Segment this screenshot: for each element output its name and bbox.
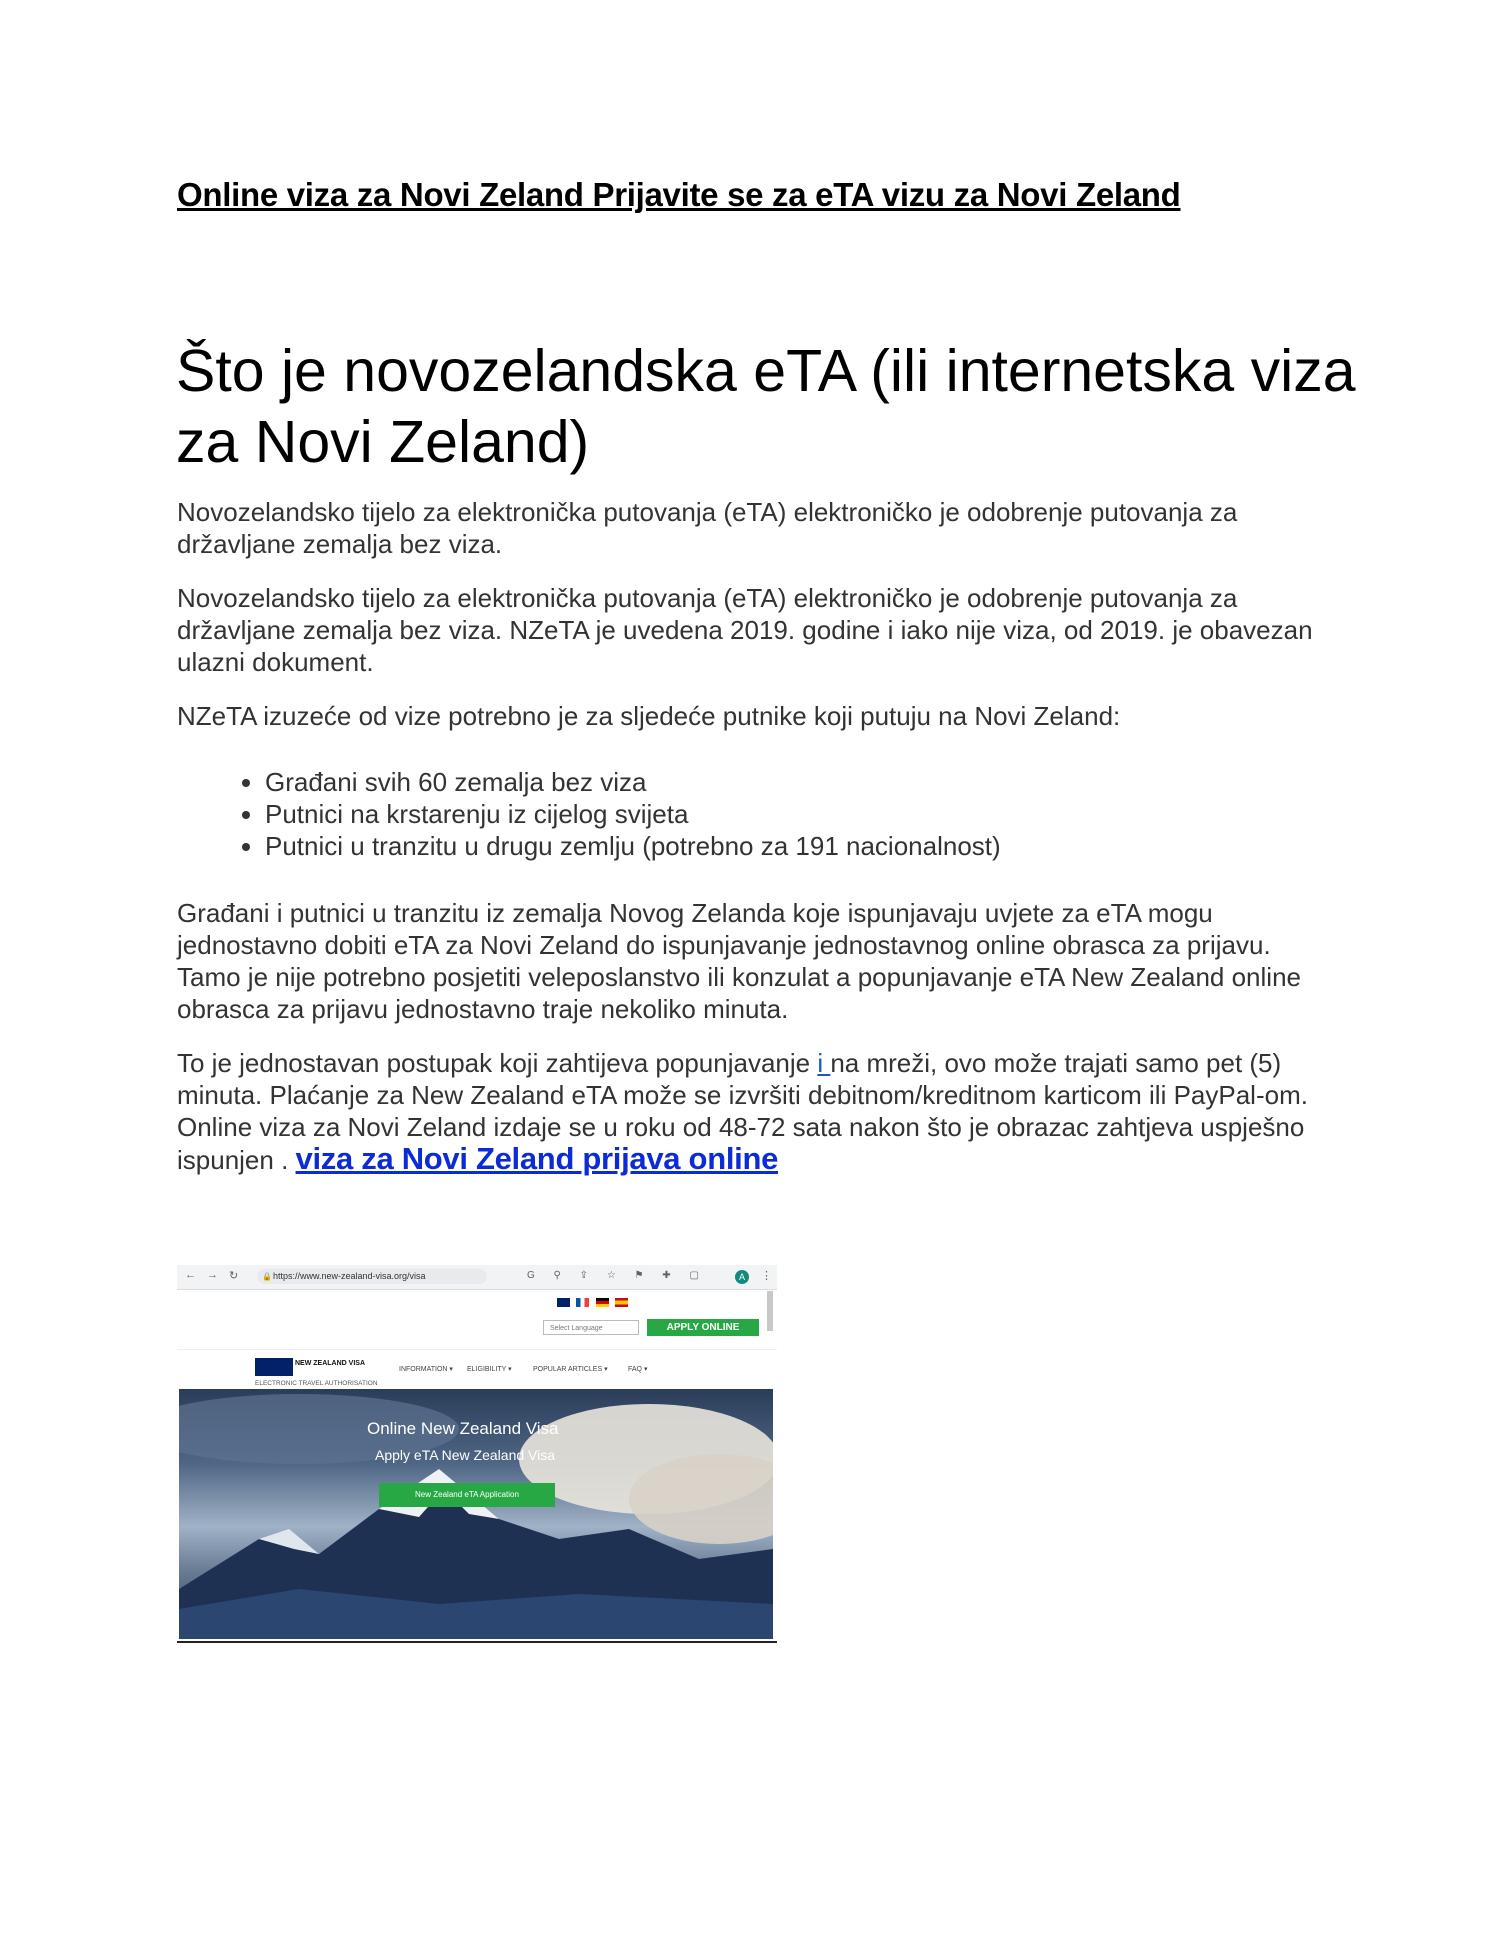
nav-item: INFORMATION ▾ [399,1366,453,1373]
paragraph-5-text-a: To je jednostavan postupak koji zahtijeva popunjavanje [177,1048,818,1078]
application-button: New Zealand eTA Application [379,1483,555,1507]
url-text: https://www.new-zealand-visa.org/visa [273,1271,426,1281]
list-item: • Putnici na krstarenju iz cijelog svijeta [265,798,1337,830]
paragraph-5 [177,1047,1337,1176]
browser-extension-icons: G ⚲ ⇪ ☆ ⚑ ✚ ▢ [527,1270,707,1281]
uk-flag-icon [557,1298,570,1307]
website-screenshot [177,1265,777,1639]
reload-icon: ↻ [229,1270,239,1282]
avatar: A [735,1270,749,1284]
brand-subtitle: ELECTRONIC TRAVEL AUTHORISATION [255,1380,378,1387]
spain-flag-icon [615,1298,628,1307]
figure-underline [177,1641,777,1643]
back-arrow-icon: ← [185,1269,196,1281]
paragraph-5-text-b: na mreži, ovo može trajati samo pet (5) minuta. Plaćanje za New Zealand eTA može se izvršiti debitnom/kreditnom karticom ili PayPal-om. Online viza za Novi Zeland izdaje se u roku od 48-72 sata nakon što je obrazac zahtjeva uspješno ispunjen . [177,1048,1308,1175]
browser-toolbar [177,1265,777,1290]
hero-title: Online New Zealand Visa [367,1419,559,1438]
forward-arrow-icon: → [207,1269,218,1281]
language-select: Select Language [543,1320,639,1335]
site-navigation [177,1349,777,1390]
brand-name: NEW ZEALAND VISA [295,1360,365,1367]
paragraph-1: Novozelandsko tijelo za elektronička putovanja (eTA) elektroničko je odobrenje putovanja za državljane zemalja bez viza. [177,497,1238,559]
lock-icon: 🔒 [262,1272,272,1281]
inline-link[interactable]: i [817,1048,831,1078]
hero-subtitle: Apply eTA New Zealand Visa [375,1447,556,1463]
nav-item: POPULAR ARTICLES ▾ [533,1366,608,1373]
traveller-list [177,766,1337,862]
article-body [177,496,1337,1198]
paragraph-4: Građani i putnici u tranzitu iz zemalja Novog Zelanda koje ispunjavaju uvjete za eTA mogu jednostavno dobiti eTA za Novi Zeland do ispunjavanje jednostavnog online obrasca za prijavu. Tamo je nije potrebno posjetiti veleposlanstvo ili konzulat a popunjavanje eTA New Zealand online obrasca za prijavu jednostavno traje nekoliko minuta. [177,898,1301,1024]
page-title: Online viza za Novi Zeland Prijavite se za eTA vizu za Novi Zeland [177,176,1181,213]
apply-online-button: APPLY ONLINE [647,1319,759,1336]
scrollbar [767,1291,773,1331]
language-flags [557,1298,630,1316]
nz-flag-icon [255,1358,293,1376]
nav-item: ELIGIBILITY ▾ [467,1366,512,1373]
france-flag-icon [576,1298,589,1307]
nav-item: FAQ ▾ [628,1366,648,1373]
kebab-menu-icon: ⋮ [761,1270,772,1282]
address-bar [257,1269,487,1284]
apply-online-link[interactable]: viza za Novi Zeland prijava online [295,1141,779,1176]
list-item: • Putnici u tranzitu u drugu zemlju (potrebno za 191 nacionalnost) [265,830,1337,862]
list-item: • Građani svih 60 zemalja bez viza [265,766,1337,798]
hero-banner [179,1389,773,1639]
paragraph-2: Novozelandsko tijelo za elektronička putovanja (eTA) elektroničko je odobrenje putovanja za državljane zemalja bez viza. NZeTA je uvedena 2019. godine i iako nije viza, od 2019. je obavezan ulazni dokument. [177,583,1313,677]
main-heading: Što je novozelandska eTA (ili internetska viza za Novi Zeland) [176,338,1356,475]
paragraph-3: NZeTA izuzeće od vize potrebno je za sljedeće putnike koji putuju na Novi Zeland: [177,701,1121,731]
germany-flag-icon [596,1298,609,1307]
